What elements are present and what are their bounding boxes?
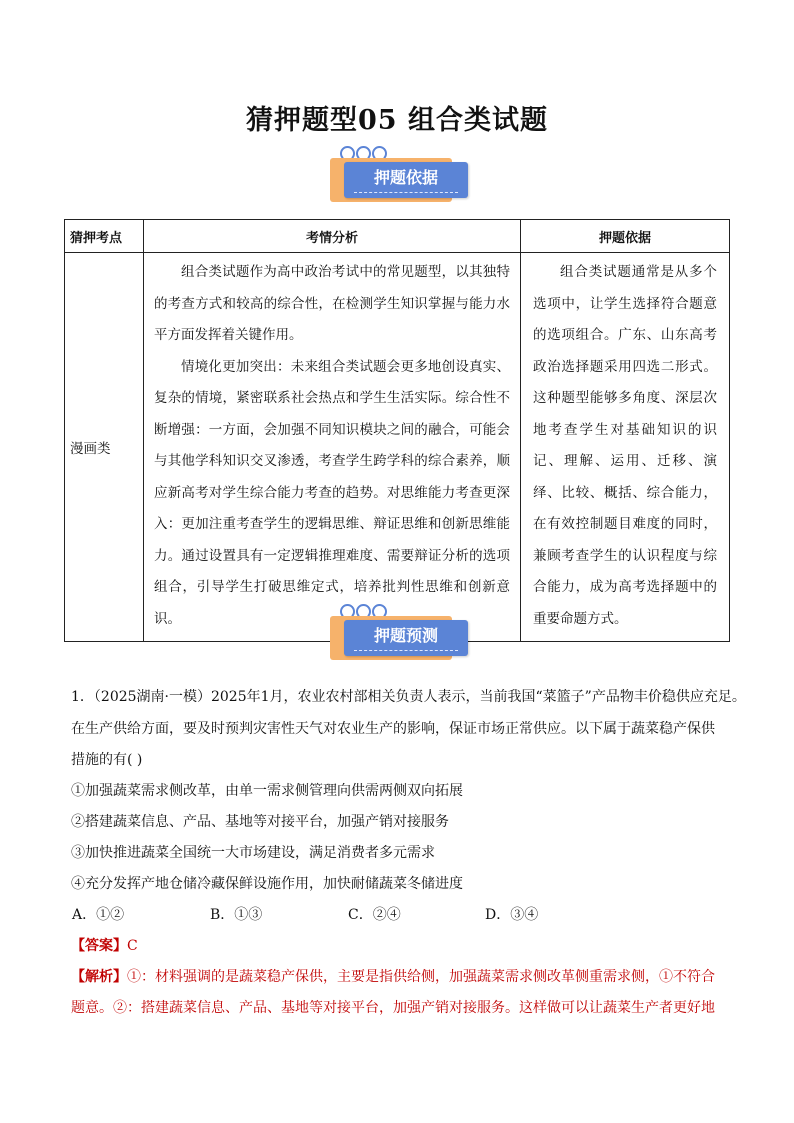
answer-value: C <box>127 938 138 954</box>
question-stem-line-1: 1．（2025湖南·一模）2025年1月，农业农村部相关负责人表示，当前我国“菜篮子”产品物丰价稳供应充足。 <box>71 689 746 705</box>
analysis-text-1: ①：材料强调的是蔬菜稳产保供，主要是指供给侧，加强蔬菜需求侧改革侧重需求侧，①不符合 <box>127 969 715 985</box>
answer-tag: 【答案】 <box>71 938 127 954</box>
section-badge-prediction <box>330 604 470 662</box>
page-title: 猜押题型05 组合类试题 <box>246 105 548 136</box>
analysis-paragraph-2: 情境化更加突出：未来组合类试题会更多地创设真实、复杂的情境，紧密联系社会热点和学生生活实际。综合性不断增强：一方面，会加强不同知识模块之间的融合，可能会与其他学科知识交叉渗透，考查学生跨学科的综合素养，顺应新高考对学生综合能力考查的趋势。对思维能力考查更深入：更加注重考查学生的逻辑思维、辩证思维和创新思维能力。通过设置具有一定逻辑推理难度、需要辩证分析的选项组合，引导学生打破思维定式，培养批判性思维和创新意识。 <box>154 358 510 627</box>
badge-label: 押题预测 <box>373 626 438 645</box>
option-c: C．②④ <box>348 907 401 923</box>
badge-label: 押题依据 <box>373 168 438 187</box>
analysis-line-2: 题意。②：搭建蔬菜信息、产品、基地等对接平台，加强产销对接服务。这样做可以让蔬菜生产者更好地 <box>71 1000 715 1016</box>
statement-4: ④充分发挥产地仓储冷藏保鲜设施作用，加快耐储蔬菜冬储进度 <box>71 876 463 892</box>
header-analysis: 考情分析 <box>144 220 521 253</box>
section-badge-basis <box>330 146 470 204</box>
table-header-row <box>65 220 730 253</box>
analysis-line-1 <box>71 966 715 986</box>
option-d: D．③④ <box>485 907 539 923</box>
basis-cell <box>521 253 730 642</box>
statement-1: ①加强蔬菜需求侧改革，由单一需求侧管理向供需两侧双向拓展 <box>71 783 463 799</box>
basis-paragraph: 组合类试题通常是从多个选项中，让学生选择符合题意的选项组合。广东、山东高考政治选择题采用四选二形式。这种题型能够多角度、深层次地考查学生对基础知识的识记、理解、运用、迁移、演绎、比较、概括、综合能力，在有效控制题目难度的同时，兼顾考查学生的认识程度与综合能力，成为高考选择题中的重要命题方式。 <box>533 264 717 627</box>
table-row <box>65 253 730 642</box>
option-a: A．①② <box>72 907 125 923</box>
answer-line <box>71 935 138 955</box>
option-b: B．①③ <box>210 907 263 923</box>
question-stem-line-2: 在生产供给方面，要及时预判灾害性天气对农业生产的影响，保证市场正常供应。以下属于蔬菜稳产保供 <box>71 721 715 737</box>
row-label: 漫画类 <box>65 253 144 642</box>
header-basis: 押题依据 <box>521 220 730 253</box>
header-topic: 猜押考点 <box>65 220 144 253</box>
analysis-tag: 【解析】 <box>71 969 127 985</box>
analysis-table <box>64 219 730 642</box>
statement-3: ③加快推进蔬菜全国统一大市场建设，满足消费者多元需求 <box>71 845 435 861</box>
statement-2: ②搭建蔬菜信息、产品、基地等对接平台，加强产销对接服务 <box>71 814 449 830</box>
question-stem-line-3: 措施的有( ) <box>71 752 143 768</box>
analysis-paragraph-1: 组合类试题作为高中政治考试中的常见题型，以其独特的考查方式和较高的综合性，在检测学生知识掌握与能力水平方面发挥着关键作用。 <box>154 264 510 343</box>
analysis-cell <box>144 253 521 642</box>
